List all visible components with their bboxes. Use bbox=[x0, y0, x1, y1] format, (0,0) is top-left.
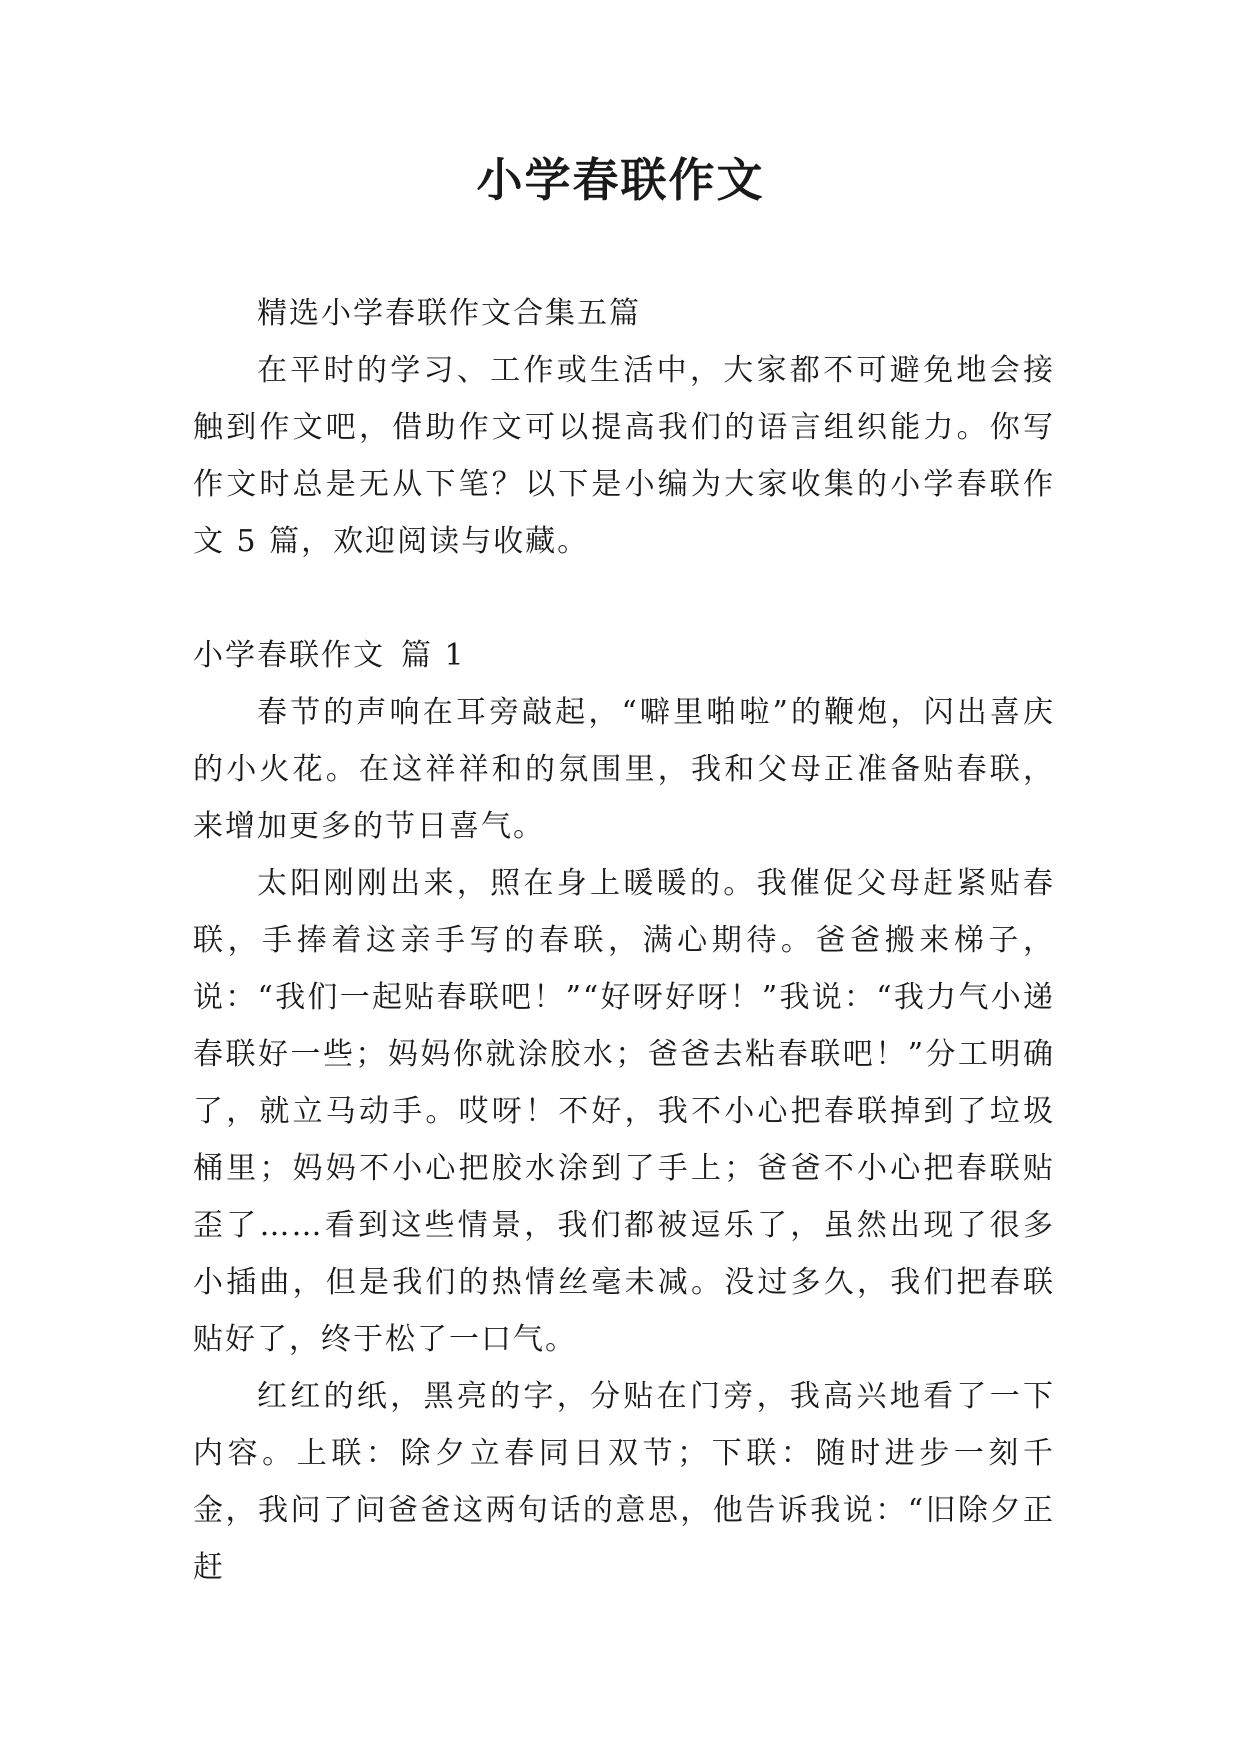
section-paragraph-3: 红红的纸，黑亮的字，分贴在门旁，我高兴地看了一下内容。上联：除夕立春同日双节；下联：随时进步一刻千金，我问了问爸爸这两句话的意思，他告诉我说：“旧除夕正赶 bbox=[193, 1379, 1055, 1585]
section-heading bbox=[193, 627, 1055, 684]
section-heading-title: 小学春联作文 bbox=[193, 638, 385, 673]
section-paragraph-2: 太阳刚刚出来，照在身上暖暖的。我催促父母赶紧贴春联，手捧着这亲手写的春联，满心期待。爸爸搬来梯子，说：“我们一起贴春联吧！”“好呀好呀！”我说：“我力气小递春联好一些；妈妈你就涂胶水；爸爸去粘春联吧！”分工明确了，就立马动手。哎呀！不好，我不小心把春联掉到了垃圾桶里；妈妈不小心把胶水涂到了手上；爸爸不小心把春联贴歪了……看到这些情景，我们都被逗乐了，虽然出现了很多小插曲，但是我们的热情丝毫未减。没过多久，我们把春联贴好了，终于松了一口气。 bbox=[193, 866, 1055, 1357]
intro-paragraph: 在平时的学习、工作或生活中，大家都不可避免地会接触到作文吧，借助作文可以提高我们的语言组织能力。你写作文时总是无从下笔？以下是小编为大家收集的小学春联作文 5 篇，欢迎阅读与收藏。 bbox=[193, 353, 1055, 559]
document-title: 小学春联作文 bbox=[476, 153, 765, 207]
document-body bbox=[193, 285, 1055, 1596]
section-paragraph-1: 春节的声响在耳旁敲起，“噼里啪啦”的鞭炮，闪出喜庆的小火花。在这祥祥和的氛围里，我和父母正准备贴春联，来增加更多的节日喜气。 bbox=[193, 695, 1055, 844]
intro-subtitle: 精选小学春联作文合集五篇 bbox=[257, 296, 641, 331]
section-heading-number: 篇 1 bbox=[401, 638, 466, 673]
section-spacer bbox=[193, 570, 1055, 627]
